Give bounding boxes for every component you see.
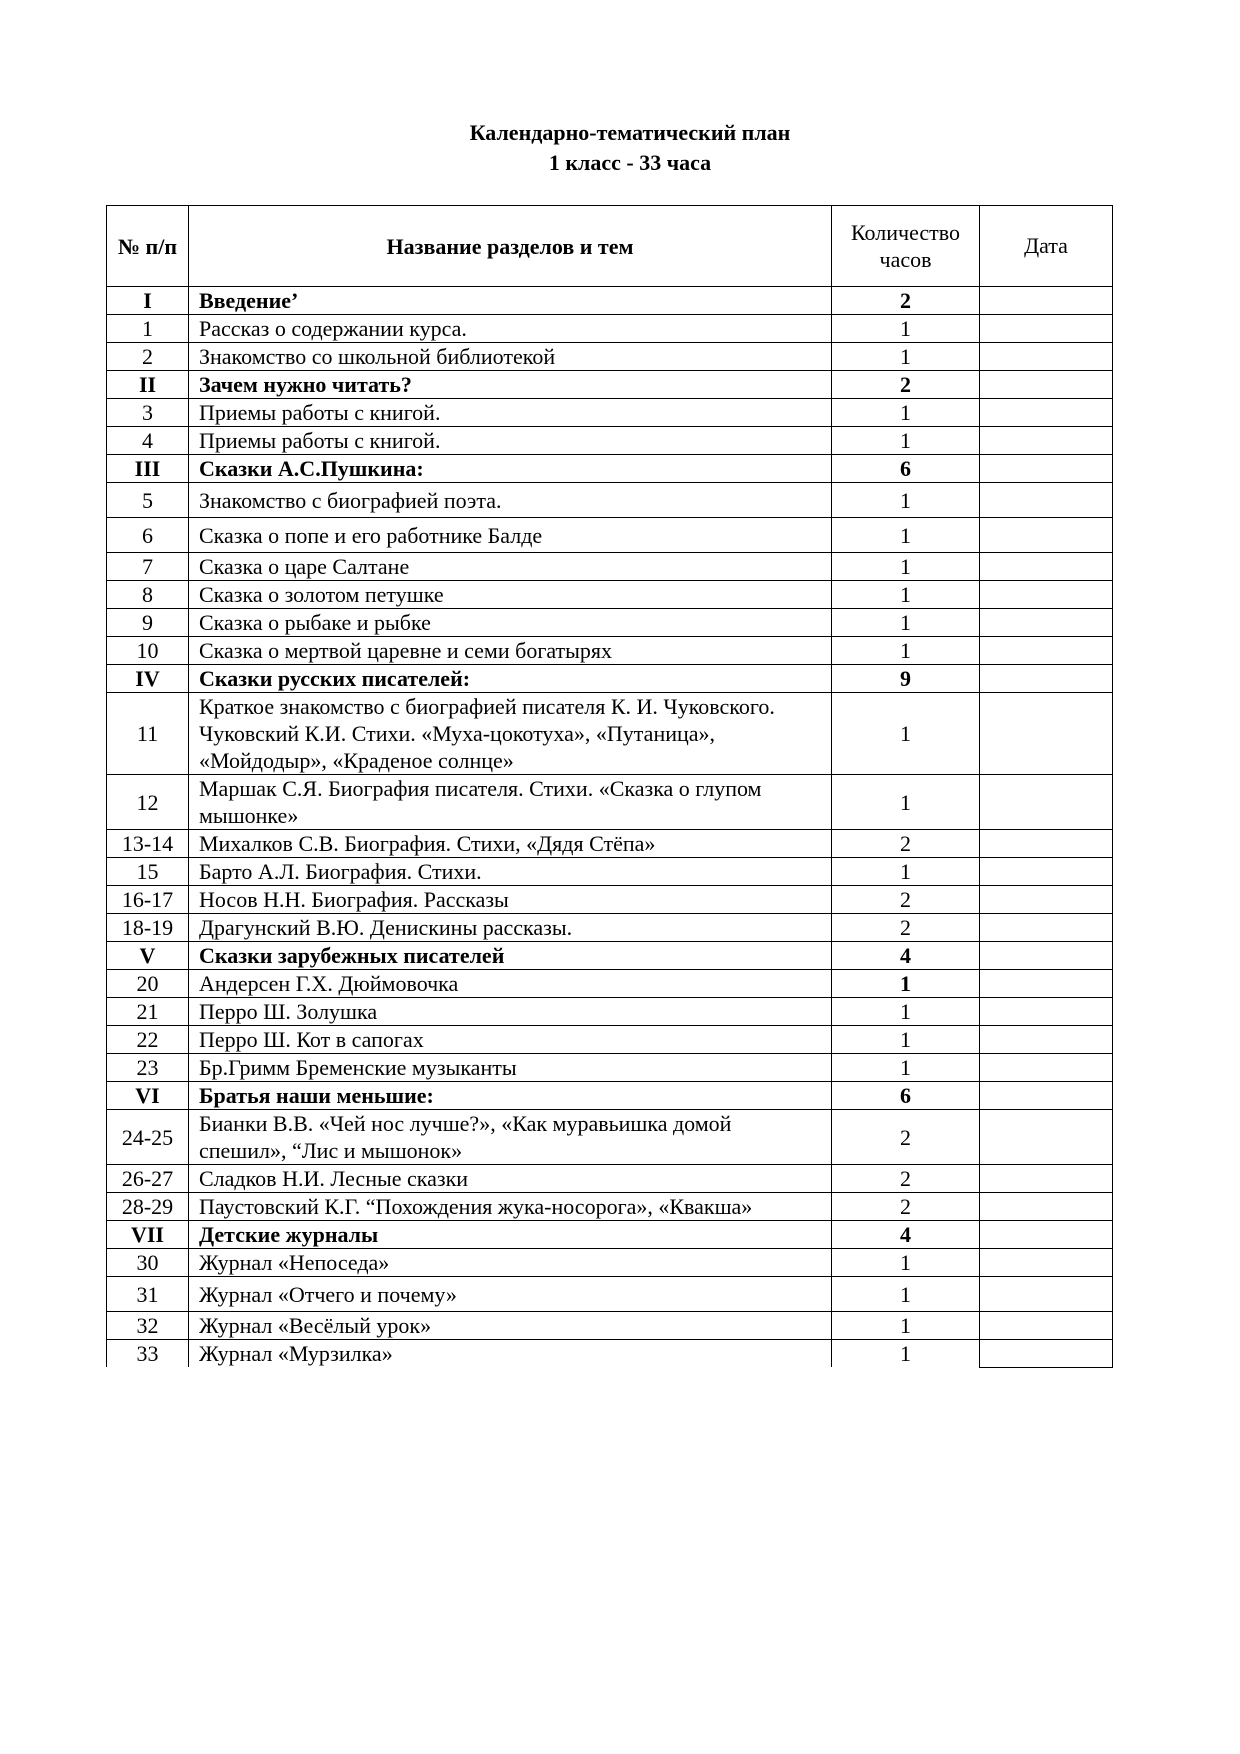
- row-num: 33: [107, 1340, 189, 1368]
- row-hours: 1: [832, 553, 980, 581]
- row-hours: 1: [832, 693, 980, 775]
- row-num: 26-27: [107, 1165, 189, 1193]
- row-hours: 1: [832, 998, 980, 1026]
- table-row: [107, 970, 1113, 998]
- row-name: Приемы работы с книгой.: [189, 399, 832, 427]
- row-name: Бианки В.В. «Чей нос лучше?», «Как муравьишка домой спешил», “Лис и мышонок»: [189, 1110, 832, 1165]
- table-row: [107, 1277, 1113, 1312]
- row-hours: 2: [832, 1165, 980, 1193]
- row-num: 23: [107, 1054, 189, 1082]
- row-num: 9: [107, 609, 189, 637]
- row-date: [980, 942, 1113, 970]
- row-date: [980, 399, 1113, 427]
- page-title: [0, 118, 1240, 178]
- row-num: VII: [107, 1221, 189, 1249]
- row-hours: 2: [832, 886, 980, 914]
- row-date: [980, 886, 1113, 914]
- row-date: [980, 1026, 1113, 1054]
- row-date: [980, 483, 1113, 518]
- row-name: Сказки А.С.Пушкина:: [189, 455, 832, 483]
- row-name: Журнал «Отчего и почему»: [189, 1277, 832, 1312]
- section-row: [107, 1082, 1113, 1110]
- table-row: [107, 693, 1113, 775]
- row-date: [980, 1277, 1113, 1312]
- section-row: [107, 371, 1113, 399]
- row-num: 11: [107, 693, 189, 775]
- row-name: Сказка о рыбаке и рыбке: [189, 609, 832, 637]
- row-num: V: [107, 942, 189, 970]
- table-row: [107, 518, 1113, 553]
- row-date: [980, 1312, 1113, 1340]
- row-hours: 6: [832, 1082, 980, 1110]
- row-date: [980, 581, 1113, 609]
- row-hours: 2: [832, 287, 980, 315]
- table-row: [107, 1110, 1113, 1165]
- table-row: [107, 343, 1113, 371]
- row-name: Паустовский К.Г. “Похождения жука-носорога», «Квакша»: [189, 1193, 832, 1221]
- row-date: [980, 1193, 1113, 1221]
- row-name: Детские журналы: [189, 1221, 832, 1249]
- row-hours: 1: [832, 1054, 980, 1082]
- row-hours: 1: [832, 483, 980, 518]
- row-date: [980, 371, 1113, 399]
- row-name: Сказка о мертвой царевне и семи богатырях: [189, 637, 832, 665]
- row-hours: 1: [832, 858, 980, 886]
- row-date: [980, 1165, 1113, 1193]
- row-num: I: [107, 287, 189, 315]
- row-hours: 2: [832, 1193, 980, 1221]
- row-name: Краткое знакомство с биографией писателя К. И. Чуковского. Чуковский К.И. Стихи. «Муха-цокотуха», «Путаница», «Мойдодыр», «Краденое солнце»: [189, 693, 832, 775]
- row-hours: 1: [832, 970, 980, 998]
- row-date: [980, 1249, 1113, 1277]
- row-num: 7: [107, 553, 189, 581]
- table-row: [107, 1249, 1113, 1277]
- row-name: Андерсен Г.Х. Дюймовочка: [189, 970, 832, 998]
- table-body: [107, 287, 1113, 1368]
- table-row: [107, 553, 1113, 581]
- row-name: Братья наши меньшие:: [189, 1082, 832, 1110]
- row-name: Рассказ о содержании курса.: [189, 315, 832, 343]
- table-row: [107, 609, 1113, 637]
- table-row: [107, 886, 1113, 914]
- table-row: [107, 315, 1113, 343]
- row-hours: 1: [832, 609, 980, 637]
- row-date: [980, 518, 1113, 553]
- row-num: IV: [107, 665, 189, 693]
- row-date: [980, 970, 1113, 998]
- row-num: 18-19: [107, 914, 189, 942]
- section-row: [107, 665, 1113, 693]
- row-hours: 2: [832, 371, 980, 399]
- row-hours: 1: [832, 1026, 980, 1054]
- row-num: 2: [107, 343, 189, 371]
- section-row: [107, 942, 1113, 970]
- row-name: Барто А.Л. Биография. Стихи.: [189, 858, 832, 886]
- table-row: [107, 775, 1113, 830]
- row-num: 21: [107, 998, 189, 1026]
- row-num: VI: [107, 1082, 189, 1110]
- row-date: [980, 287, 1113, 315]
- title-line-1: Календарно-тематический план: [469, 120, 791, 145]
- row-hours: 4: [832, 942, 980, 970]
- row-num: 1: [107, 315, 189, 343]
- table-row: [107, 399, 1113, 427]
- thematic-plan-table: [106, 205, 1113, 1368]
- row-num: 22: [107, 1026, 189, 1054]
- row-num: 28-29: [107, 1193, 189, 1221]
- table-header-row: [107, 206, 1113, 287]
- row-num: 8: [107, 581, 189, 609]
- row-hours: 1: [832, 343, 980, 371]
- row-num: 6: [107, 518, 189, 553]
- section-row: [107, 1221, 1113, 1249]
- row-hours: 4: [832, 1221, 980, 1249]
- row-hours: 2: [832, 830, 980, 858]
- row-date: [980, 455, 1113, 483]
- row-name: Приемы работы с книгой.: [189, 427, 832, 455]
- table-row: [107, 1193, 1113, 1221]
- row-name: Драгунский В.Ю. Денискины рассказы.: [189, 914, 832, 942]
- row-hours: 1: [832, 1277, 980, 1312]
- row-name: Сказки русских писателей:: [189, 665, 832, 693]
- row-date: [980, 914, 1113, 942]
- section-row: [107, 455, 1113, 483]
- row-name: Журнал «Мурзилка»: [189, 1340, 832, 1368]
- row-name: Бр.Гримм Бременские музыканты: [189, 1054, 832, 1082]
- section-row: [107, 287, 1113, 315]
- row-num: 15: [107, 858, 189, 886]
- row-hours: 2: [832, 914, 980, 942]
- table-row: [107, 1054, 1113, 1082]
- row-name: Журнал «Непоседа»: [189, 1249, 832, 1277]
- row-num: 3: [107, 399, 189, 427]
- row-date: [980, 1054, 1113, 1082]
- table-row: [107, 858, 1113, 886]
- row-date: [980, 665, 1113, 693]
- row-num: II: [107, 371, 189, 399]
- row-name: Введение’: [189, 287, 832, 315]
- row-num: 13-14: [107, 830, 189, 858]
- row-hours: 1: [832, 637, 980, 665]
- table-row: [107, 483, 1113, 518]
- row-hours: 2: [832, 1110, 980, 1165]
- row-name: Маршак С.Я. Биография писателя. Стихи. «Сказка о глупом мышонке»: [189, 775, 832, 830]
- row-num: 24-25: [107, 1110, 189, 1165]
- row-hours: 6: [832, 455, 980, 483]
- table-row: [107, 1026, 1113, 1054]
- row-name: Знакомство со школьной библиотекой: [189, 343, 832, 371]
- row-hours: 1: [832, 399, 980, 427]
- title-line-2: 1 класс - 33 часа: [548, 150, 712, 175]
- row-name: Знакомство с биографией поэта.: [189, 483, 832, 518]
- table-row: [107, 830, 1113, 858]
- row-name: Зачем нужно читать?: [189, 371, 832, 399]
- row-num: 4: [107, 427, 189, 455]
- row-name: Сказка о попе и его работнике Балде: [189, 518, 832, 553]
- row-name: Носов Н.Н. Биография. Рассказы: [189, 886, 832, 914]
- row-name: Сказки зарубежных писателей: [189, 942, 832, 970]
- row-hours: 1: [832, 427, 980, 455]
- row-num: 20: [107, 970, 189, 998]
- row-name: Сказка о царе Салтане: [189, 553, 832, 581]
- row-hours: 1: [832, 1249, 980, 1277]
- header-name: Название разделов и тем: [189, 206, 832, 287]
- row-hours: 1: [832, 581, 980, 609]
- row-date: [980, 1082, 1113, 1110]
- row-hours: 1: [832, 1312, 980, 1340]
- row-date: [980, 1110, 1113, 1165]
- row-num: III: [107, 455, 189, 483]
- row-date: [980, 315, 1113, 343]
- header-date: Дата: [980, 206, 1113, 287]
- row-hours: 9: [832, 665, 980, 693]
- table-row: [107, 1312, 1113, 1340]
- row-date: [980, 775, 1113, 830]
- header-hours: Количество часов: [832, 206, 980, 287]
- row-date: [980, 1340, 1113, 1368]
- header-num: № п/п: [107, 206, 189, 287]
- row-num: 30: [107, 1249, 189, 1277]
- row-date: [980, 693, 1113, 775]
- table-row: [107, 1165, 1113, 1193]
- row-name: Журнал «Весёлый урок»: [189, 1312, 832, 1340]
- table-row: [107, 581, 1113, 609]
- row-hours: 1: [832, 315, 980, 343]
- table-row: [107, 1340, 1113, 1368]
- row-date: [980, 998, 1113, 1026]
- row-date: [980, 830, 1113, 858]
- row-date: [980, 553, 1113, 581]
- row-num: 16-17: [107, 886, 189, 914]
- row-date: [980, 609, 1113, 637]
- table-row: [107, 427, 1113, 455]
- row-hours: 1: [832, 518, 980, 553]
- row-name: Перро Ш. Золушка: [189, 998, 832, 1026]
- row-date: [980, 343, 1113, 371]
- row-num: 31: [107, 1277, 189, 1312]
- row-date: [980, 858, 1113, 886]
- table-row: [107, 637, 1113, 665]
- row-num: 10: [107, 637, 189, 665]
- table-row: [107, 998, 1113, 1026]
- row-name: Перро Ш. Кот в сапогах: [189, 1026, 832, 1054]
- row-hours: 1: [832, 1340, 980, 1368]
- row-name: Сладков Н.И. Лесные сказки: [189, 1165, 832, 1193]
- row-num: 5: [107, 483, 189, 518]
- row-name: Сказка о золотом петушке: [189, 581, 832, 609]
- row-num: 12: [107, 775, 189, 830]
- row-date: [980, 637, 1113, 665]
- row-num: 32: [107, 1312, 189, 1340]
- row-date: [980, 1221, 1113, 1249]
- row-name: Михалков С.В. Биография. Стихи, «Дядя Стёпа»: [189, 830, 832, 858]
- row-hours: 1: [832, 775, 980, 830]
- table-row: [107, 914, 1113, 942]
- row-date: [980, 427, 1113, 455]
